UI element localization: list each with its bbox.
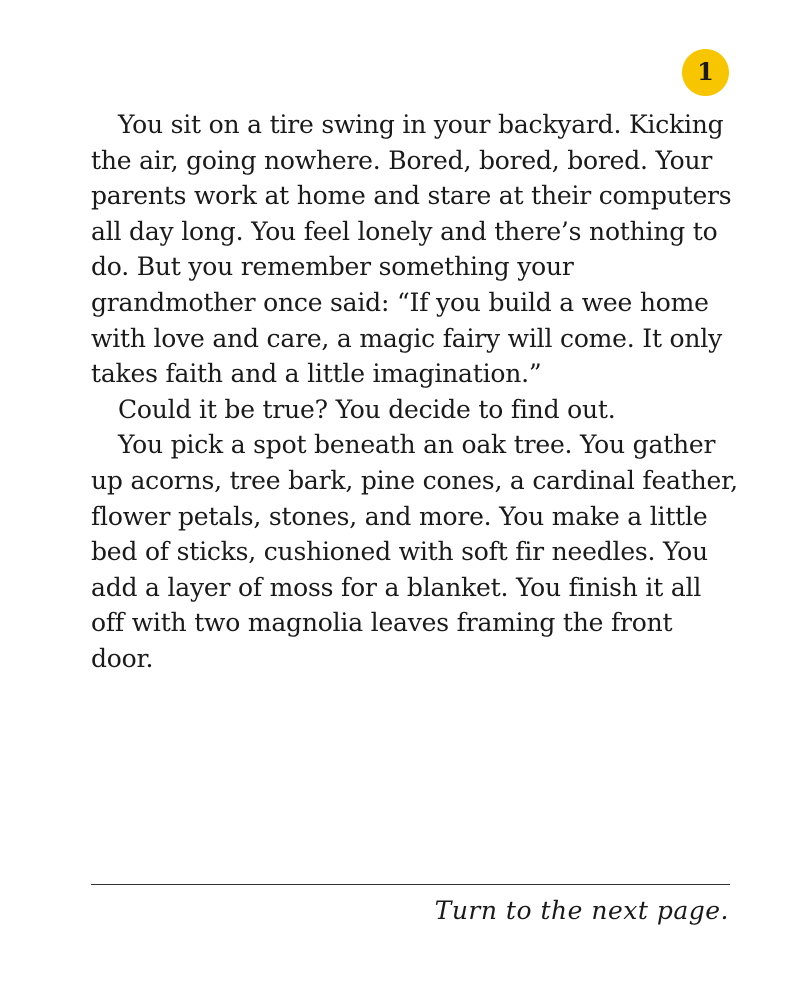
story-paragraph: You sit on a tire swing in your backyard. Kicking the air, going nowhere. Bored, bored, bored. Your parents work at home and stare at their computers all day long. You feel lonely and there’s nothing to do. But you remember something your grandmother once said: “If you build a wee home with love and care, a magic fairy will come. It only takes faith and a little imagination.” [91, 110, 732, 389]
footer-divider [91, 884, 730, 885]
story-paragraph: You pick a spot beneath an oak tree. You gather up acorns, tree bark, pine cones, a cardinal feather, flower petals, stones, and more. You make a little bed of sticks, cushioned with soft fir needles. You add a layer of moss for a blanket. You finish it all off with two magnolia leaves framing the front door. [91, 430, 738, 673]
story-text [91, 107, 741, 677]
turn-page-prompt: Turn to the next page. [434, 896, 729, 925]
page-number: 1 [697, 56, 714, 86]
page-number-badge [682, 49, 729, 96]
story-paragraph: Could it be true? You decide to find out. [118, 394, 616, 424]
